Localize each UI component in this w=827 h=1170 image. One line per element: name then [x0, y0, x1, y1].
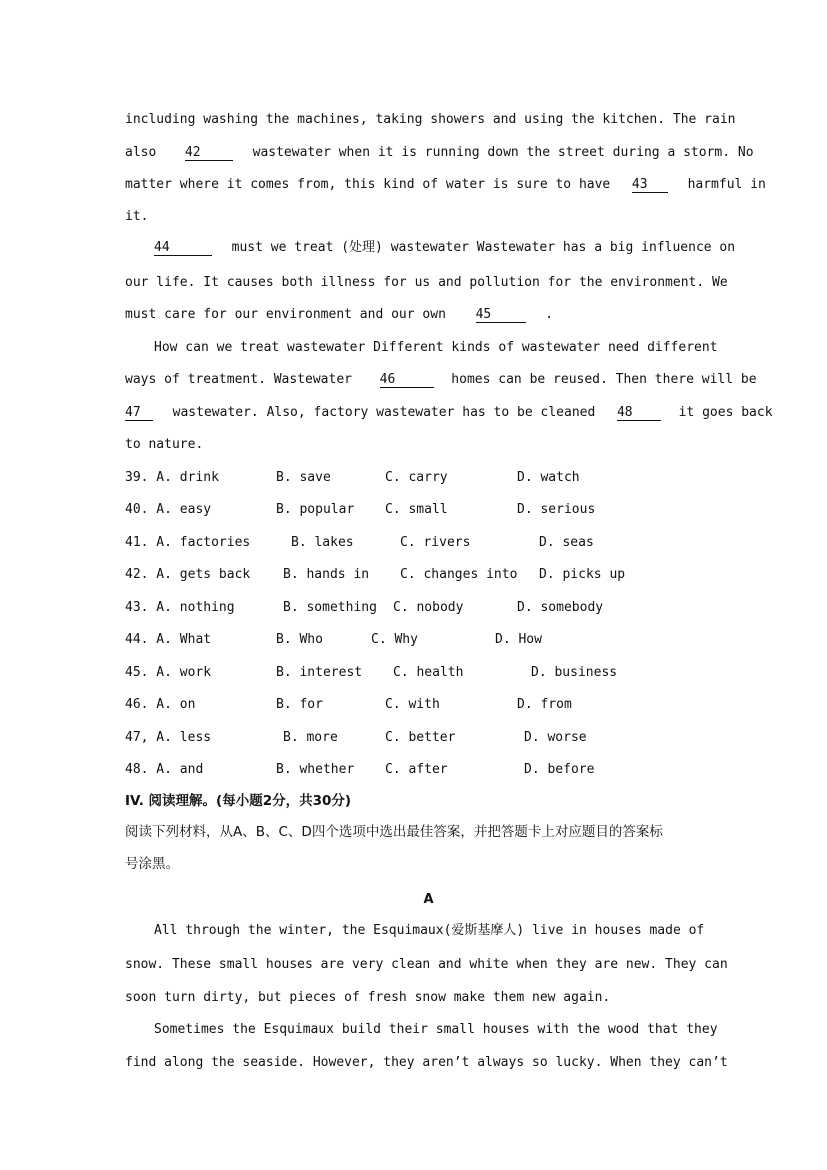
- option-a: 45. A. work: [125, 665, 212, 680]
- passage-line: find along the seaside. However, they aren’t always so lucky. When they can’t: [125, 1055, 728, 1070]
- option-b: B. save: [276, 470, 331, 485]
- option-d: D. seas: [539, 535, 594, 550]
- answer-blank-44: 44: [154, 241, 212, 256]
- option-c: C. health: [393, 665, 464, 680]
- answer-blank-45: 45: [476, 308, 526, 323]
- option-a: 47, A. less: [125, 730, 212, 745]
- question-43: [125, 600, 725, 616]
- option-b: B. for: [276, 697, 323, 712]
- option-d: D. from: [517, 697, 572, 712]
- section-heading: IV. 阅读理解。(每小题2分，共30分): [125, 793, 352, 809]
- passage-line: to nature.: [125, 437, 204, 452]
- passage-line: soon turn dirty, but pieces of fresh snow make them new again.: [125, 990, 611, 1005]
- answer-blank-42: 42: [185, 146, 233, 161]
- passage-text: it goes back: [678, 405, 773, 420]
- question-46: [125, 697, 725, 713]
- answer-blank-48: 48: [617, 406, 661, 421]
- option-a: 46. A. on: [125, 697, 196, 712]
- option-a: 48. A. and: [125, 762, 204, 777]
- passage-line: [125, 372, 757, 388]
- passage-line: All through the winter, the Esquimaux(爱斯基摩人) live in houses made of: [154, 923, 705, 938]
- question-44: [125, 632, 725, 648]
- option-b: B. lakes: [291, 535, 354, 550]
- option-b: B. popular: [276, 502, 355, 517]
- option-a: 44. A. What: [125, 632, 212, 647]
- passage-line: How can we treat wastewater Different kinds of wastewater need different: [154, 340, 718, 355]
- option-d: D. worse: [524, 730, 587, 745]
- option-b: B. hands in: [283, 567, 370, 582]
- question-48: [125, 762, 725, 778]
- option-b: B. whether: [276, 762, 355, 777]
- passage-line: [125, 307, 703, 323]
- option-a: 43. A. nothing: [125, 600, 235, 615]
- question-42: [125, 567, 725, 583]
- question-45: [125, 665, 725, 681]
- option-c: C. with: [385, 697, 440, 712]
- passage-line: Sometimes the Esquimaux build their small houses with the wood that they: [154, 1022, 718, 1037]
- passage-text: wastewater when it is running down the street during a storm. No: [252, 145, 754, 160]
- passage-line: [125, 145, 754, 161]
- option-d: D. How: [495, 632, 542, 647]
- option-c: C. carry: [385, 470, 448, 485]
- option-a: 40. A. easy: [125, 502, 212, 517]
- option-c: C. changes into: [400, 567, 518, 582]
- option-b: B. interest: [276, 665, 363, 680]
- passage-line: including washing the machines, taking showers and using the kitchen. The rain: [125, 112, 736, 127]
- option-d: D. picks up: [539, 567, 626, 582]
- option-b: B. more: [283, 730, 338, 745]
- question-41: [125, 535, 725, 551]
- option-d: D. business: [531, 665, 618, 680]
- passage-line: [125, 405, 773, 421]
- passage-text: wastewater. Also, factory wastewater has to be cleaned: [172, 405, 596, 420]
- question-40: [125, 502, 725, 518]
- question-47: [125, 730, 725, 746]
- option-d: D. serious: [517, 502, 596, 517]
- passage-line: snow. These small houses are very clean and white when they are new. They can: [125, 957, 728, 972]
- answer-blank-47: 47: [125, 406, 153, 421]
- passage-text: matter where it comes from, this kind of water is sure to have: [125, 177, 611, 192]
- section-instructions: 阅读下列材料，从A、B、C、D四个选项中选出最佳答案，并把答题卡上对应题目的答案标: [125, 824, 663, 840]
- passage-line: it.: [125, 209, 149, 224]
- section-instructions: 号涂黑。: [125, 856, 179, 872]
- passage-text: also: [125, 145, 157, 160]
- answer-blank-43: 43: [632, 178, 668, 193]
- answer-blank-46: 46: [380, 373, 434, 388]
- question-39: [125, 470, 725, 486]
- option-c: C. Why: [371, 632, 418, 647]
- option-d: D. watch: [517, 470, 580, 485]
- passage-line: our life. It causes both illness for us and pollution for the environment. We: [125, 275, 728, 290]
- option-c: C. better: [385, 730, 456, 745]
- option-a: 41. A. factories: [125, 535, 251, 550]
- passage-text: harmful in: [687, 177, 766, 192]
- option-c: C. nobody: [393, 600, 464, 615]
- passage-line: [154, 240, 736, 256]
- passage-text: ways of treatment. Wastewater: [125, 372, 352, 387]
- option-b: B. Who: [276, 632, 323, 647]
- passage-text: homes can be reused. Then there will be: [451, 372, 757, 387]
- passage-line: [125, 177, 766, 193]
- option-a: 42. A. gets back: [125, 567, 251, 582]
- option-c: C. after: [385, 762, 448, 777]
- option-d: D. before: [524, 762, 595, 777]
- option-c: C. rivers: [400, 535, 471, 550]
- passage-text: .: [545, 307, 554, 322]
- option-a: 39. A. drink: [125, 470, 219, 485]
- passage-text: must care for our environment and our own: [125, 307, 446, 322]
- passage-text: must we treat (处理) wastewater Wastewater has a big influence on: [231, 240, 736, 255]
- passage-label: A: [423, 892, 434, 907]
- option-d: D. somebody: [517, 600, 604, 615]
- option-b: B. something: [283, 600, 377, 615]
- option-c: C. small: [385, 502, 448, 517]
